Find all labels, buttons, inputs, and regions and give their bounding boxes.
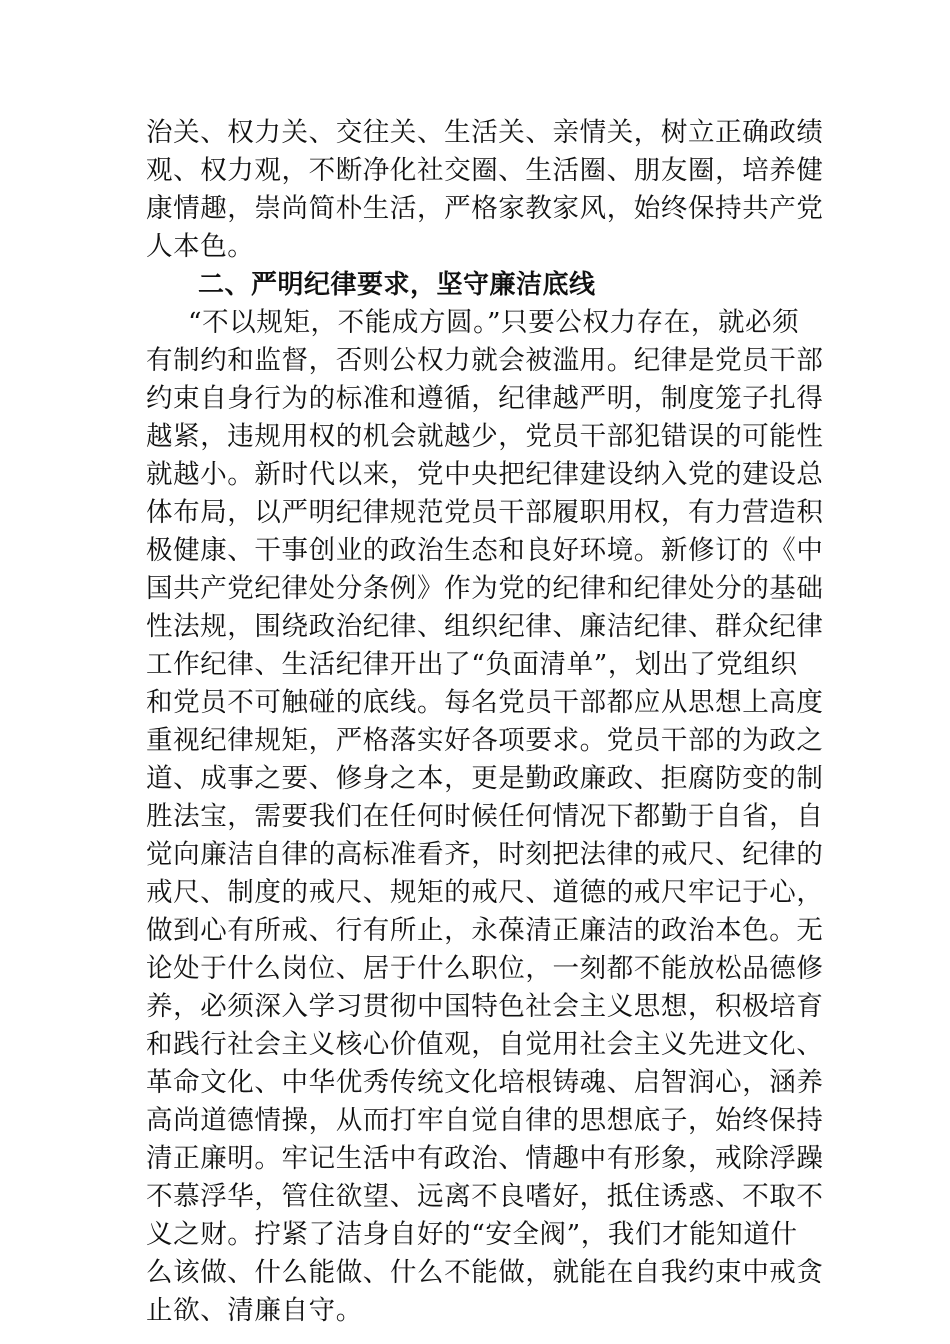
section-heading: 二、严明纪律要求，坚守廉洁底线: [198, 270, 596, 300]
paragraph-2-line: 革命文化、中华优秀传统文化培根铸魂、启智润心，涵养: [146, 1067, 824, 1098]
paragraph-2-line: 和践行社会主义核心价值观，自觉用社会主义先进文化、: [146, 1029, 824, 1060]
paragraph-2-line: 性法规，围绕政治纪律、组织纪律、廉洁纪律、群众纪律: [146, 611, 824, 642]
paragraph-2-line: 有制约和监督，否则公权力就会被滥用。纪律是党员干部: [146, 345, 824, 376]
paragraph-2-line: 极健康、干事创业的政治生态和良好环境。新修订的《中: [146, 535, 824, 566]
paragraph-2-line: 和党员不可触碰的底线。每名党员干部都应从思想上高度: [146, 687, 824, 718]
paragraph-2-line: 清正廉明。牢记生活中有政治、情趣中有形象，戒除浮躁: [146, 1143, 824, 1174]
paragraph-2-line: “不以规矩，不能成方圆。”只要公权力存在，就必须: [188, 307, 800, 338]
document-body: [146, 114, 824, 1330]
paragraph-2-line: 重视纪律规矩，严格落实好各项要求。党员干部的为政之: [146, 725, 824, 756]
paragraph-2-line: 养，必须深入学习贯彻中国特色社会主义思想，积极培育: [146, 991, 824, 1022]
paragraph-2-line: 么该做、什么能做、什么不能做，就能在自我约束中戒贪: [146, 1257, 824, 1288]
paragraph-1-line: 康情趣，崇尚简朴生活，严格家教家风，始终保持共产党: [146, 193, 824, 224]
paragraph-2-line: 就越小。新时代以来，党中央把纪律建设纳入党的建设总: [146, 459, 824, 490]
paragraph-2-line: 义之财。拧紧了洁身自好的“安全阀”，我们才能知道什: [146, 1219, 798, 1250]
paragraph-2-line: 国共产党纪律处分条例》作为党的纪律和纪律处分的基础: [146, 573, 824, 604]
paragraph-1-line: 观、权力观，不断净化社交圈、生活圈、朋友圈，培养健: [146, 155, 824, 186]
paragraph-2-line: 戒尺、制度的戒尺、规矩的戒尺、道德的戒尺牢记于心，: [146, 877, 824, 908]
paragraph-2-line: 止欲、清廉自守。: [146, 1295, 363, 1326]
paragraph-2-line: 高尚道德情操，从而打牢自觉自律的思想底子，始终保持: [146, 1105, 824, 1136]
paragraph-2-line: 胜法宝，需要我们在任何时候任何情况下都勤于自省，自: [146, 801, 824, 832]
paragraph-1-line: 治关、权力关、交往关、生活关、亲情关，树立正确政绩: [146, 117, 824, 148]
paragraph-2-line: 不慕浮华，管住欲望、远离不良嗜好，抵住诱惑、不取不: [146, 1181, 824, 1212]
paragraph-2-line: 论处于什么岗位、居于什么职位，一刻都不能放松品德修: [146, 953, 824, 984]
paragraph-1-line: 人本色。: [146, 231, 255, 262]
paragraph-2-line: 觉向廉洁自律的高标准看齐，时刻把法律的戒尺、纪律的: [146, 839, 824, 870]
paragraph-2-line: 道、成事之要、修身之本，更是勤政廉政、拒腐防变的制: [146, 763, 824, 794]
paragraph-2-line: 做到心有所戒、行有所止，永葆清正廉洁的政治本色。无: [146, 915, 824, 946]
paragraph-2-line: 体布局，以严明纪律规范党员干部履职用权，有力营造积: [146, 497, 824, 528]
paragraph-2-line: 越紧，违规用权的机会就越少，党员干部犯错误的可能性: [146, 421, 824, 452]
paragraph-2-line: 工作纪律、生活纪律开出了“负面清单”，划出了党组织: [146, 649, 798, 680]
paragraph-2-line: 约束自身行为的标准和遵循，纪律越严明，制度笼子扎得: [146, 383, 824, 414]
